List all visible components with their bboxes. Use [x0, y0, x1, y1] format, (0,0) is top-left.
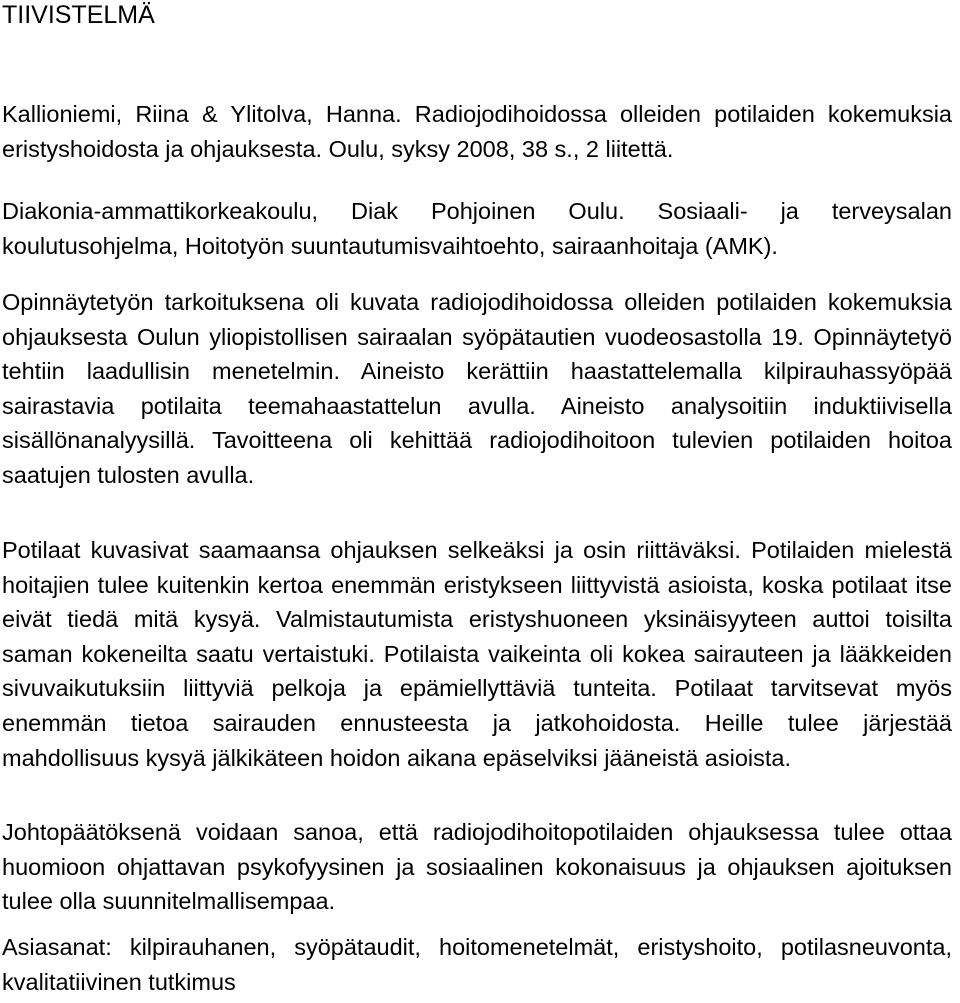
page-title: TIIVISTELMÄ [2, 1, 155, 29]
purpose-paragraph: Opinnäytetyön tarkoituksena oli kuvata radiojodihoidossa olleiden potilaiden kokemuksia ohjauksesta Oulun yliopistollisen sairaalan syöpätautien vuodeosastolla 19. Opinnäytetyö tehtiin laadullisin menetelmin. Aineisto kerättiin haastattelemalla kilpirauhassyöpää sairastavia potilaita teemahaastattelun avulla. Aineisto analysoitiin induktiivisella sisällönanalyysillä. Tavoitteena oli kehittää radiojodihoitoon tulevien potilaiden hoitoa saatujen tulosten avulla. [2, 289, 952, 488]
keywords-paragraph: Asiasanat: kilpirauhanen, syöpätaudit, hoitomenetelmät, eristyshoito, potilasneuvonta, kvalitatiivinen tutkimus [2, 934, 952, 995]
institution-paragraph: Diakonia-ammattikorkeakoulu, Diak Pohjoinen Oulu. Sosiaali- ja terveysalan koulutusohjelma, Hoitotyön suuntautumisvaihtoehto, sairaanhoitaja (AMK). [2, 198, 952, 259]
conclusion-paragraph: Johtopäätöksenä voidaan sanoa, että radiojodihoitopotilaiden ohjauksessa tulee ottaa huomioon ohjattavan psykofyysinen ja sosiaalinen kokonaisuus ja ohjauksen ajoituksen tulee olla suunnitelmallisempaa. [2, 819, 952, 915]
results-paragraph: Potilaat kuvasivat saamaansa ohjauksen selkeäksi ja osin riittäväksi. Potilaiden mielestä hoitajien tulee kuitenkin kertoa enemmän eristykseen liittyvistä asioista, koska potilaat itse eivät tiedä mitä kysyä. Valmistautumista eristyshuoneen yksinäisyyteen auttoi toisilta saman kokeneilta saatu vertaistuki. Potilaista vaikeinta oli kokea sairauteen ja lääkkeiden sivuvaikutuksiin liittyviä pelkoja ja epämiellyttäviä tunteita. Potilaat tarvitsevat myös enemmän tietoa sairauden ennusteesta ja jatkohoidosta. Heille tulee järjestää mahdollisuus kysyä jälkikäteen hoidon aikana epäselviksi jääneistä asioista. [2, 537, 952, 771]
citation-paragraph: Kallioniemi, Riina & Ylitolva, Hanna. Radiojodihoidossa olleiden potilaiden kokemuksia eristyshoidosta ja ohjauksesta. Oulu, syksy 2008, 38 s., 2 liitettä. [2, 101, 952, 162]
